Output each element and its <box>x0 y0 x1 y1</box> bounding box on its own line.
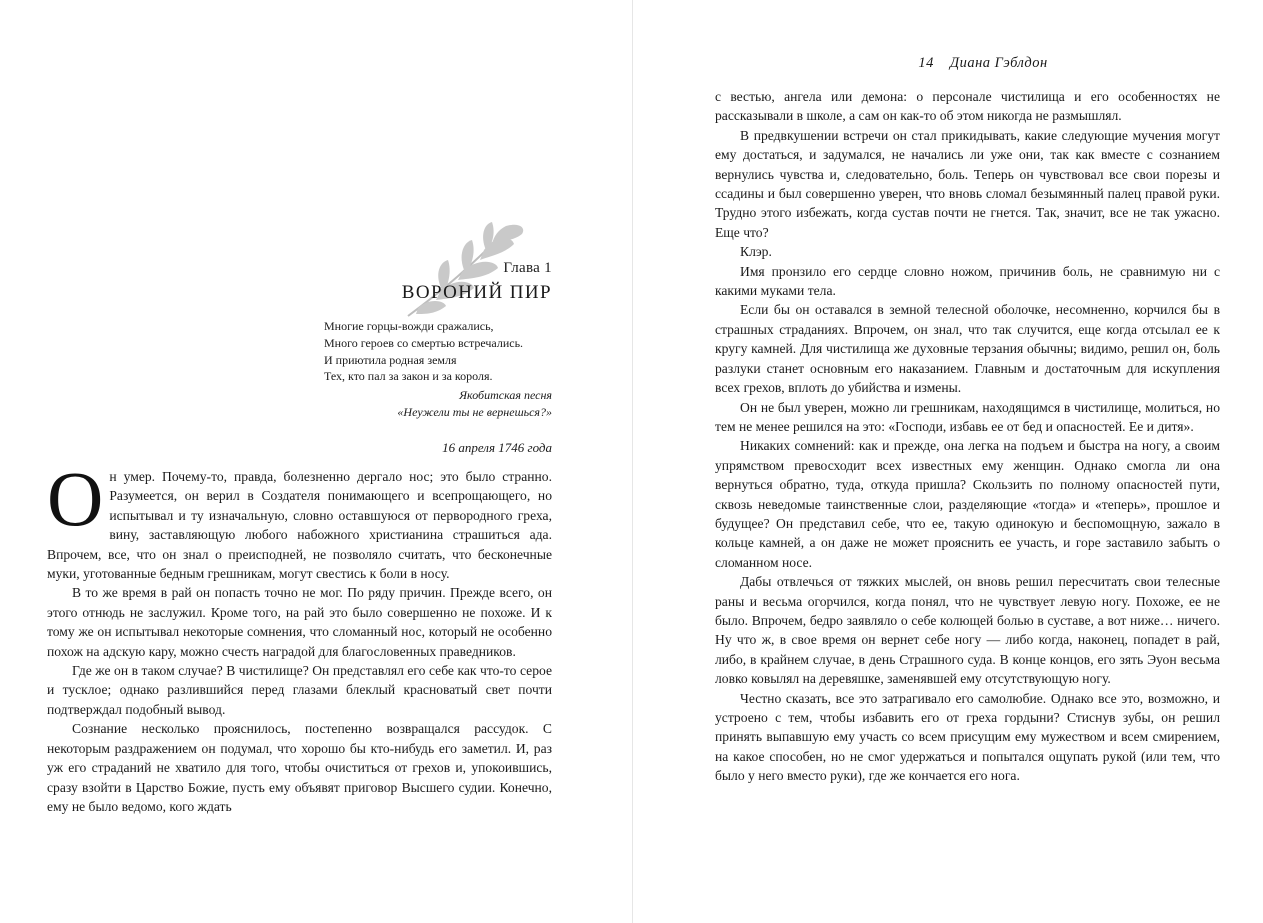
epigraph-line: И приютила родная земля <box>324 352 457 367</box>
paragraph-text: н умер. Почему-то, правда, болезненно дергало нос; это было странно. Разумеется, он верил в Создателя понимающего и всепрощающего, но испытывал и ту изначальную, словно оставшуюся от первородного греха, вину, заставляющую любого набожного христианина страшиться ада. Впрочем, все, что он знал о преисподней, не позволяло считать, что бесконечные муки, уготованные бедным грешникам, могут свестись к боли в носу. <box>47 469 552 582</box>
paragraph <box>47 455 552 583</box>
epigraph <box>324 318 564 385</box>
chapter-title: ВОРОНИЙ ПИР <box>401 282 552 303</box>
page-number: 14 <box>918 55 934 71</box>
paragraph: Клэр. <box>740 244 772 260</box>
paragraph: Дабы отвлечься от тяжких мыслей, он вновь решил пересчитать свои телесные раны и весьма огорчился, когда понял, что не чувствует левую ногу. Похоже, ее не было. Впрочем, бедро заявляло о себе колющей болью в суставе, а вот ниже… ничего. Ну что ж, в свое время он вернет себе ногу — либо когда, наконец, попадет в рай, либо, в крайнем случае, в день Страшного суда. В конце концов, его зять Эуон весьма ловко ковылял на деревяшке, заменявшей ему отсутствующую ногу. <box>715 574 1220 687</box>
paragraph: Где же он в таком случае? В чистилище? Он представлял его себе как что-то серое и тусклое; однако разлившийся перед глазами блеклый красноватый свет почти подтверждал подобный вывод. <box>47 663 552 717</box>
paragraph: Сознание несколько прояснилось, постепенно возвращался рассудок. С некоторым раздражением он подумал, что хорошо бы кто-нибудь его заметил. И, раз уж его страданий не хватило для того, чтобы очиститься от грехов и, упокоившись, сразу взойти в Царство Божие, пусть ему объявят приговор Высшего судии. Конечно, ему не было ведомо, кого ждать <box>47 721 552 814</box>
paragraph: Если бы он оставался в земной телесной оболочке, несомненно, корчился бы в страшных страданиях. Впрочем, он знал, что так случится, еще когда отсылал ее к кругу камней. Для чистилища же духовные терзания обычны; видимо, решил он, боль разлуки станет основным его наказанием. Главным и достаточным для искупления всех грехов, вплоть до убийства и измены. <box>715 302 1220 396</box>
chapter-date: 16 апреля 1746 года <box>442 440 552 455</box>
epigraph-source-line: Якобитская песня <box>459 388 552 402</box>
paragraph: В то же время в рай он попасть точно не мог. По ряду причин. Прежде всего, он этого отнюдь не заслужил. Кроме того, на рай это было совершенно не похоже. И к тому же он испытывал некоторые сомнения, что сломанный нос, который не особенно похож на адскую кару, можно счесть наградой для благословенных праведников. <box>47 585 552 659</box>
running-head <box>713 55 1253 72</box>
right-page <box>633 0 1263 923</box>
epigraph-source <box>320 387 552 420</box>
drop-cap: О <box>47 455 104 542</box>
epigraph-line: Тех, кто пал за закон и за короля. <box>324 369 493 384</box>
epigraph-line: Много героев со смертью встречались. <box>324 335 524 350</box>
epigraph-line: Многие горцы-вожди сражались, <box>324 319 494 333</box>
paragraph: с вестью, ангела или демона: о персонале чистилища и его особенностях не рассказывали в школе, а сам он как-то об этом никогда не размышлял. <box>715 89 1220 124</box>
paragraph: Имя пронзило его сердце словно ножом, причинив боль, не сравнимую ни с какими муками тела. <box>715 263 1220 299</box>
paragraph: Честно сказать, все это затрагивало его самолюбие. Однако все это, возможно, и устроено с тем, чтобы избавить его от греха гордыни? Стиснув зубы, он решил принять выпавшую ему участь со всем присущим ему мужеством и всем смирением, на какое способен, но не смог удержаться и попытался ощупать рукой (или тем, что было у него вместо руки), где же кончается его нога. <box>715 690 1220 784</box>
chapter-label: Глава 1 <box>503 260 552 276</box>
right-body-text <box>715 87 1220 786</box>
author-name: Диана Гэблдон <box>949 55 1048 71</box>
epigraph-source-line: «Неужели ты не вернешься?» <box>397 404 552 419</box>
paragraph: В предвкушении встречи он стал прикидывать, какие следующие мучения могут ему достаться, и задумался, не начались ли уже они, так как вместе с сознанием вернулись чувства и, следовательно, боль. Теперь он чувствовал все свои порезы и ссадины и был совершенно уверен, что вновь сломал безымянный палец правой руки. Трудно этого избежать, когда сустав почти не гнется. Так, значит, все не так ужасно. Еще что? <box>715 127 1220 240</box>
paragraph: Он не был уверен, можно ли грешникам, находящимся в чистилище, молиться, но тем не менее решился на это: «Господи, избавь ее от бед и опасностей. Ее и дитя». <box>715 399 1220 434</box>
paragraph: Никаких сомнений: как и прежде, она легка на подъем и быстра на ногу, а своим упрямством превосходит всех известных ему женщин. Однако смогла ли она вернуться обратно, туда, откуда пришла? Скользить по полному опасностей пути, сквозь неведомые таинственные слои, разделяющие «тогда» и «теперь», прошлое и будущее? Он представил себе, что ее, такую одинокую и беспомощную, зажало в кольце камней, а он даже не может прояснить ее участь, и горе заставило забыть о сломанном носе. <box>715 438 1220 570</box>
left-body-text <box>47 455 552 816</box>
